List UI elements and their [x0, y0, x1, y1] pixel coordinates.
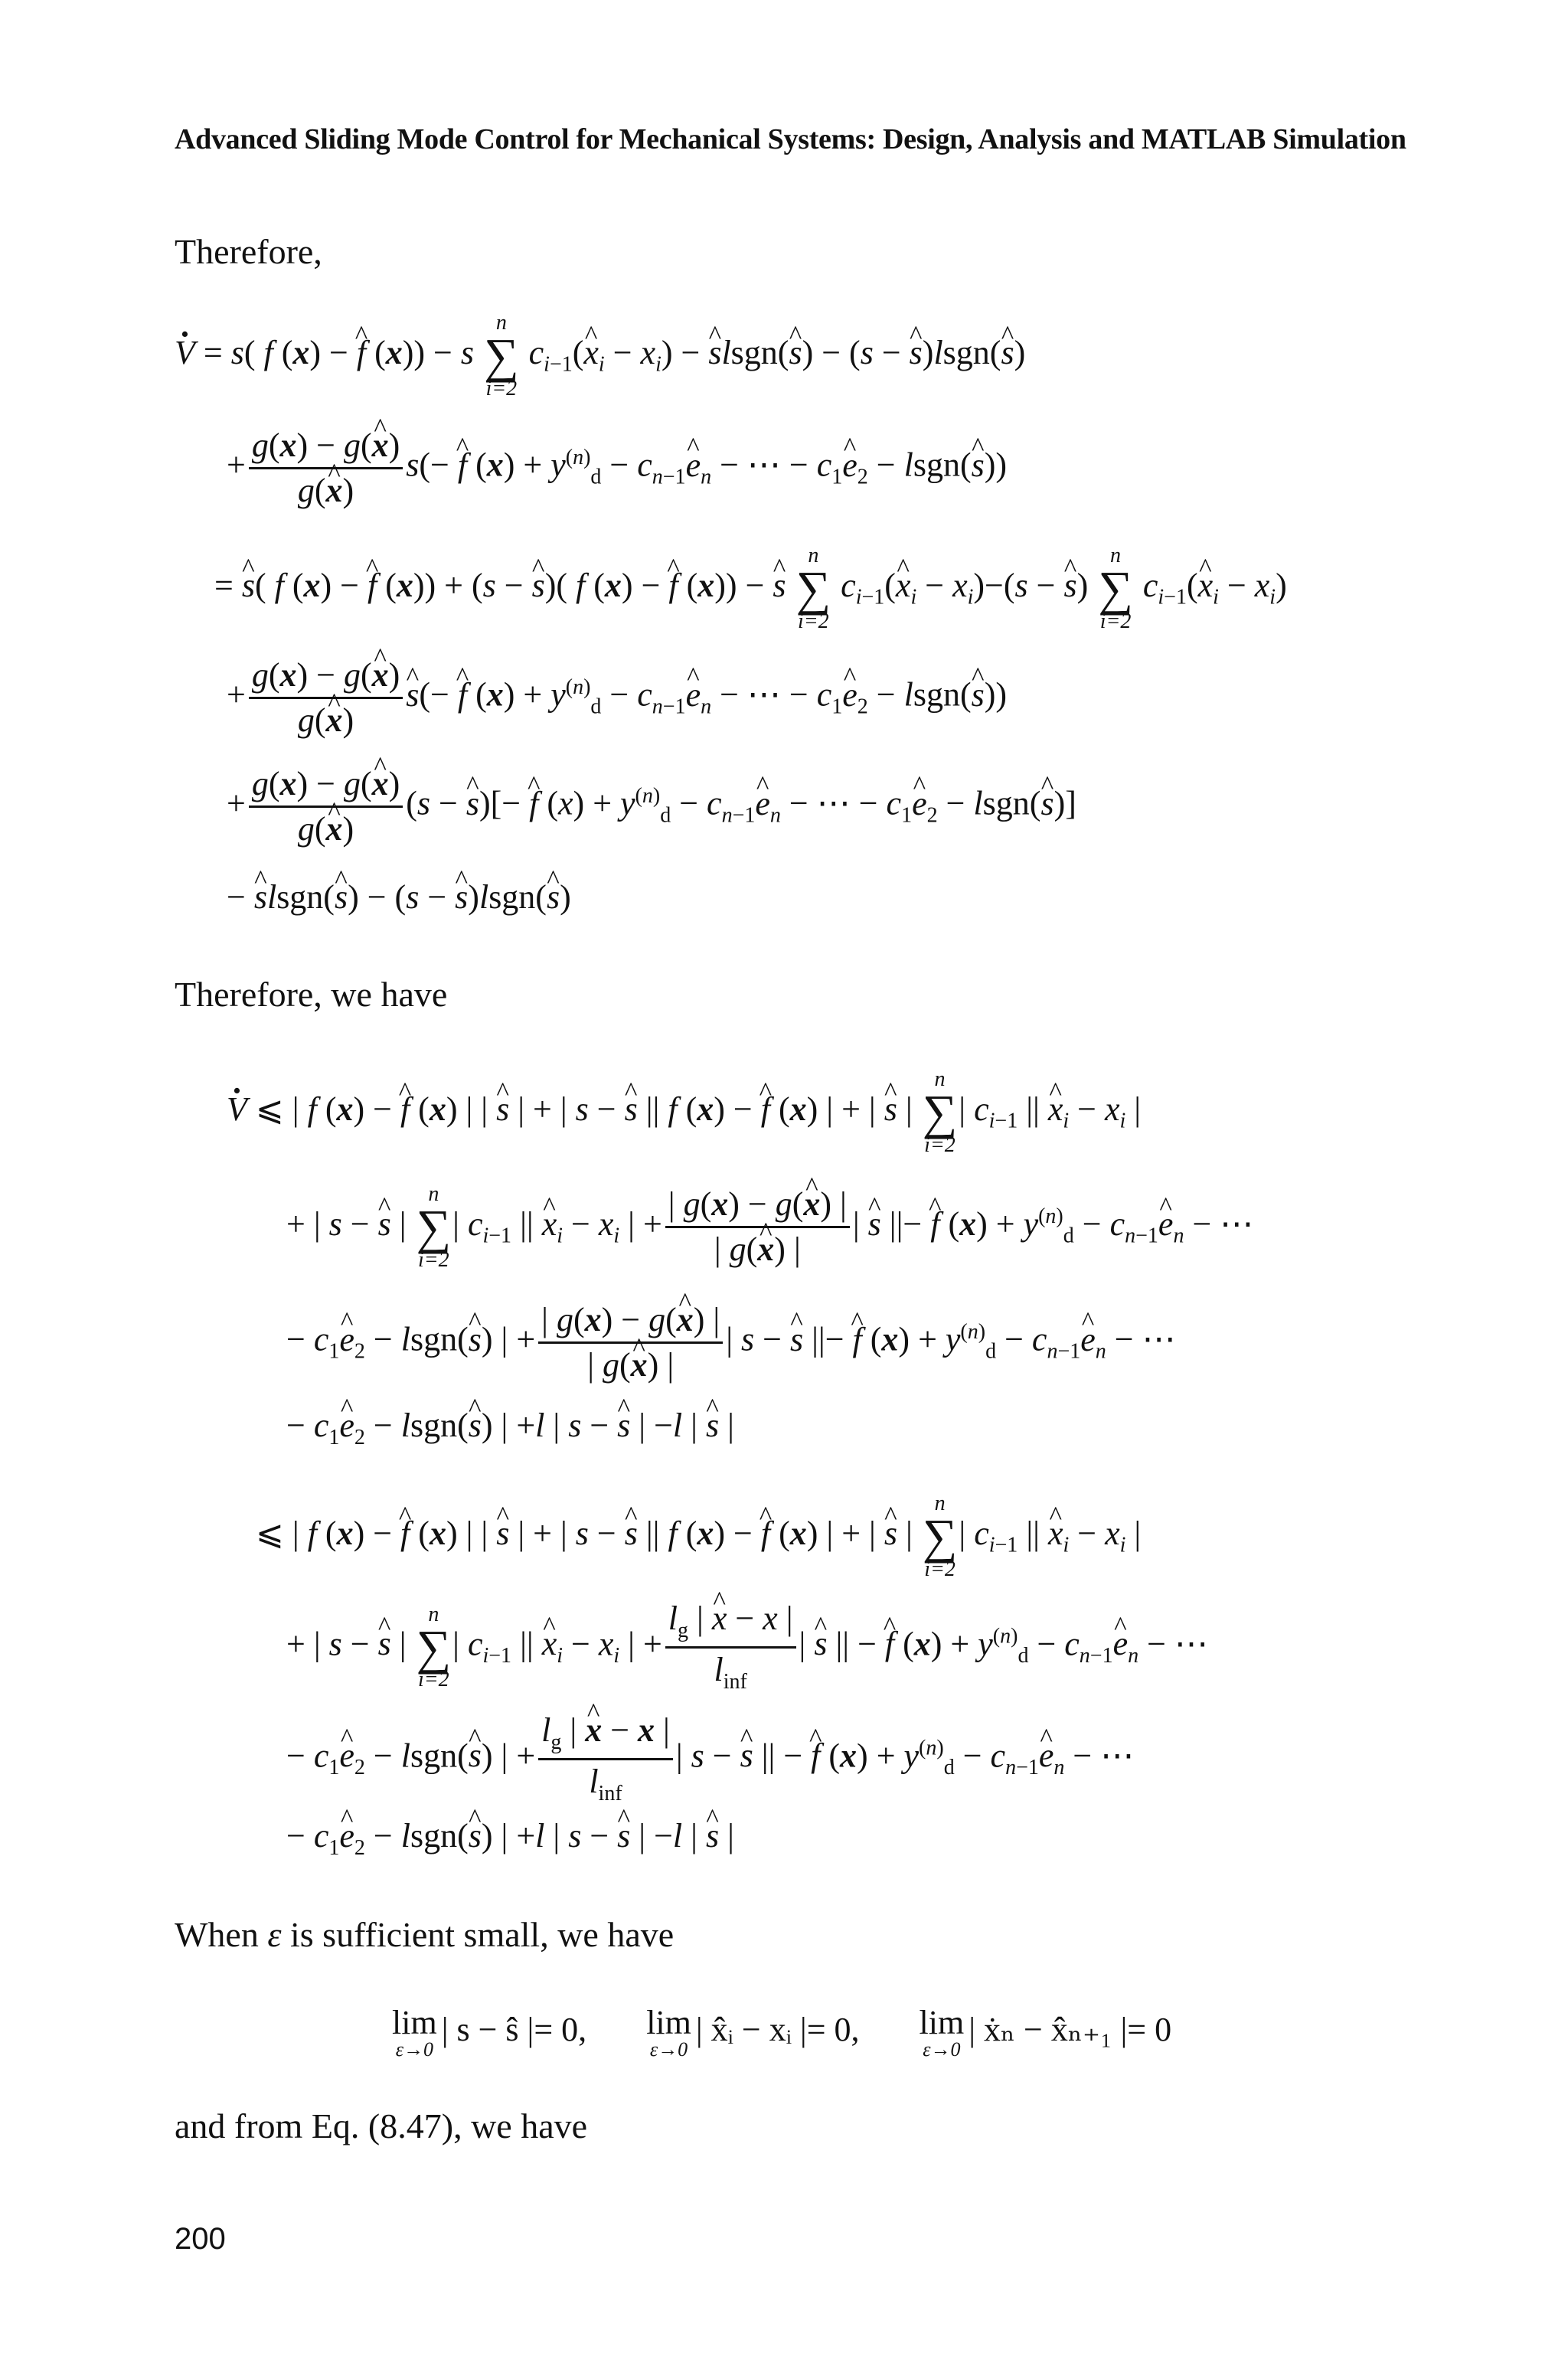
lim-under-2: ε→0	[649, 2038, 688, 2060]
limit-expression-2: | x̂ᵢ − xᵢ |= 0,	[695, 2011, 860, 2049]
equation-vdot-line1: · V = s( f (x) − ^ f (x)) − s n ∑ i=2 $c_{i-1}(\^{}$ $x_i - x_i$) − ^ slsgn(^ s) − (s − ^ s)lsgn(^ s)	[175, 312, 1025, 400]
equation-vdot-line3: = ^ s( f (x) − ^ f (x)) + (s − ^ s)( f (x) − ^ f (x)) − ^ s n ∑ i=2 $c_{i-1}(\^{}$ $x_i - x_i)-(s$ − ^ s) n ∑ i=2 $c_{i-1}(\^{}$ $x_i - x_i$)	[214, 545, 1287, 632]
limit-expression-1: | s − ŝ |= 0,	[441, 2011, 587, 2049]
equation-vdot-line5: + $\frac{g(x) - g(\^{} x)}{g(\^{} x)}$ (s − ^ s)[− ^ f $(x) + y^{(n)}_d$ − $c_{n-1}\^{}$ $e_n$ − ⋯ − $c_1\^{}$ $e_2$ − lsgn(^ s)]	[227, 767, 1076, 846]
epsilon-symbol: ε	[267, 1915, 282, 1954]
inequality-line7: − $c_1\^{}$ $e_2$ − lsgn(^ s) | + $\frac{l_g | \^{} x - x |}{l_{inf}}$ | s − ^ s || − ^ f $(x) + y^{(n)}_d$ − $c_{n-1}\^{}$ $e_n$ − ⋯	[286, 1714, 1134, 1805]
inequality-line1: · V ⩽ | f (x) − ^ f (x) | | ^ s | + | s − ^ s || f (x) − ^ f (x) | + | ^ s | n ∑ i=2 | $c_{i-1}$ || ^ $x_i - x_i$ |	[227, 1069, 1141, 1156]
limits-equation	[392, 2006, 1171, 2060]
lim-label-3: lim	[919, 2004, 965, 2041]
lim-under-3: ε→0	[923, 2038, 961, 2060]
inequality-line5: ⩽ | f (x) − ^ f (x) | | ^ s | + | s − ^ s || f (x) − ^ f (x) | + | ^ s | n ∑ i=2 | $c_{i-1}$ || ^ $x_i - x_i$ |	[256, 1493, 1141, 1580]
page-number: 200	[175, 2222, 226, 2256]
paragraph-therefore-we-have: Therefore, we have	[175, 975, 448, 1014]
equation-vdot-line4: + $\frac{g(x) - g(\^{} x)}{g(\^{} x)}$ ^ s(− ^ f $(x) + y^{(n)}_d$ − $c_{n-1}\^{}$ $e_n$ − ⋯ − $c_1\^{}$ $e_2$ − lsgn(^ s))	[227, 658, 1007, 737]
equation-vdot-line2: + $\frac{g(x) - g(\^{} x)}{g(\^{} x)}$ s(− ^ f $(x) + y^{(n)}_d$ − $c_{n-1}\^{}$ $e_n$ − ⋯ − $c_1\^{}$ $e_2$ − lsgn(^ s))	[227, 429, 1007, 508]
lim-label-1: lim	[392, 2004, 437, 2041]
equation-vdot-line6: − ^ slsgn(^ s) − (s − ^ s)lsgn(^ s)	[227, 881, 571, 914]
lim-under-1: ε→0	[395, 2038, 433, 2060]
paragraph-when-text: When	[175, 1915, 259, 1954]
inequality-line3: − $c_1\^{}$ $e_2$ − lsgn(^ s) | + $\frac{| g(x) - g(\^{} x) |}{| g(\^{} x) |}$ | s − ^ s ||− ^ f $(x) + y^{(n)}_d$ − $c_{n-1}\^{}$ $e_n$ − ⋯	[286, 1303, 1176, 1382]
paragraph-therefore: Therefore,	[175, 232, 322, 271]
inequality-line6: + | s − ^ s | n ∑ i=2 | $c_{i-1}$ || ^ $x_i - x_i$ | + $\frac{l_g | \^{} x - x |}{l_{inf}}$ | ^ s || − ^ f $(x) + y^{(n)}_d$ − $c_{n-1}\^{}$ $e_n$ − ⋯	[286, 1602, 1208, 1693]
limit-expression-3: | ẋₙ − x̂ₙ₊₁ |= 0	[969, 2011, 1172, 2049]
paragraph-from-eq: and from Eq. (8.47), we have	[175, 2106, 588, 2145]
paragraph-when-epsilon	[175, 1914, 674, 1955]
inequality-line2: + | s − ^ s | n ∑ i=2 | $c_{i-1}$ || ^ $x_i - x_i$ | + $\frac{| g(x) - g(\^{} x) |}{| g(\^{} x) |}$ | ^ s ||− ^ f $(x) + y^{(n)}_d$ − $c_{n-1}\^{}$ $e_n$ − ⋯	[286, 1184, 1253, 1271]
inequality-line8: − $c_1\^{}$ $e_2$ − lsgn(^ s) | +l | s − ^ s | −l | ^ s |	[286, 1819, 734, 1859]
lim-label-2: lim	[646, 2004, 691, 2041]
paragraph-sufficient-text: is sufficient small, we have	[289, 1915, 675, 1954]
inequality-line4: − $c_1\^{}$ $e_2$ − lsgn(^ s) | +l | s − ^ s | −l | ^ s |	[286, 1409, 734, 1449]
running-header: Advanced Sliding Mode Control for Mechanical Systems: Design, Analysis and MATLAB Simulation	[175, 123, 1406, 155]
